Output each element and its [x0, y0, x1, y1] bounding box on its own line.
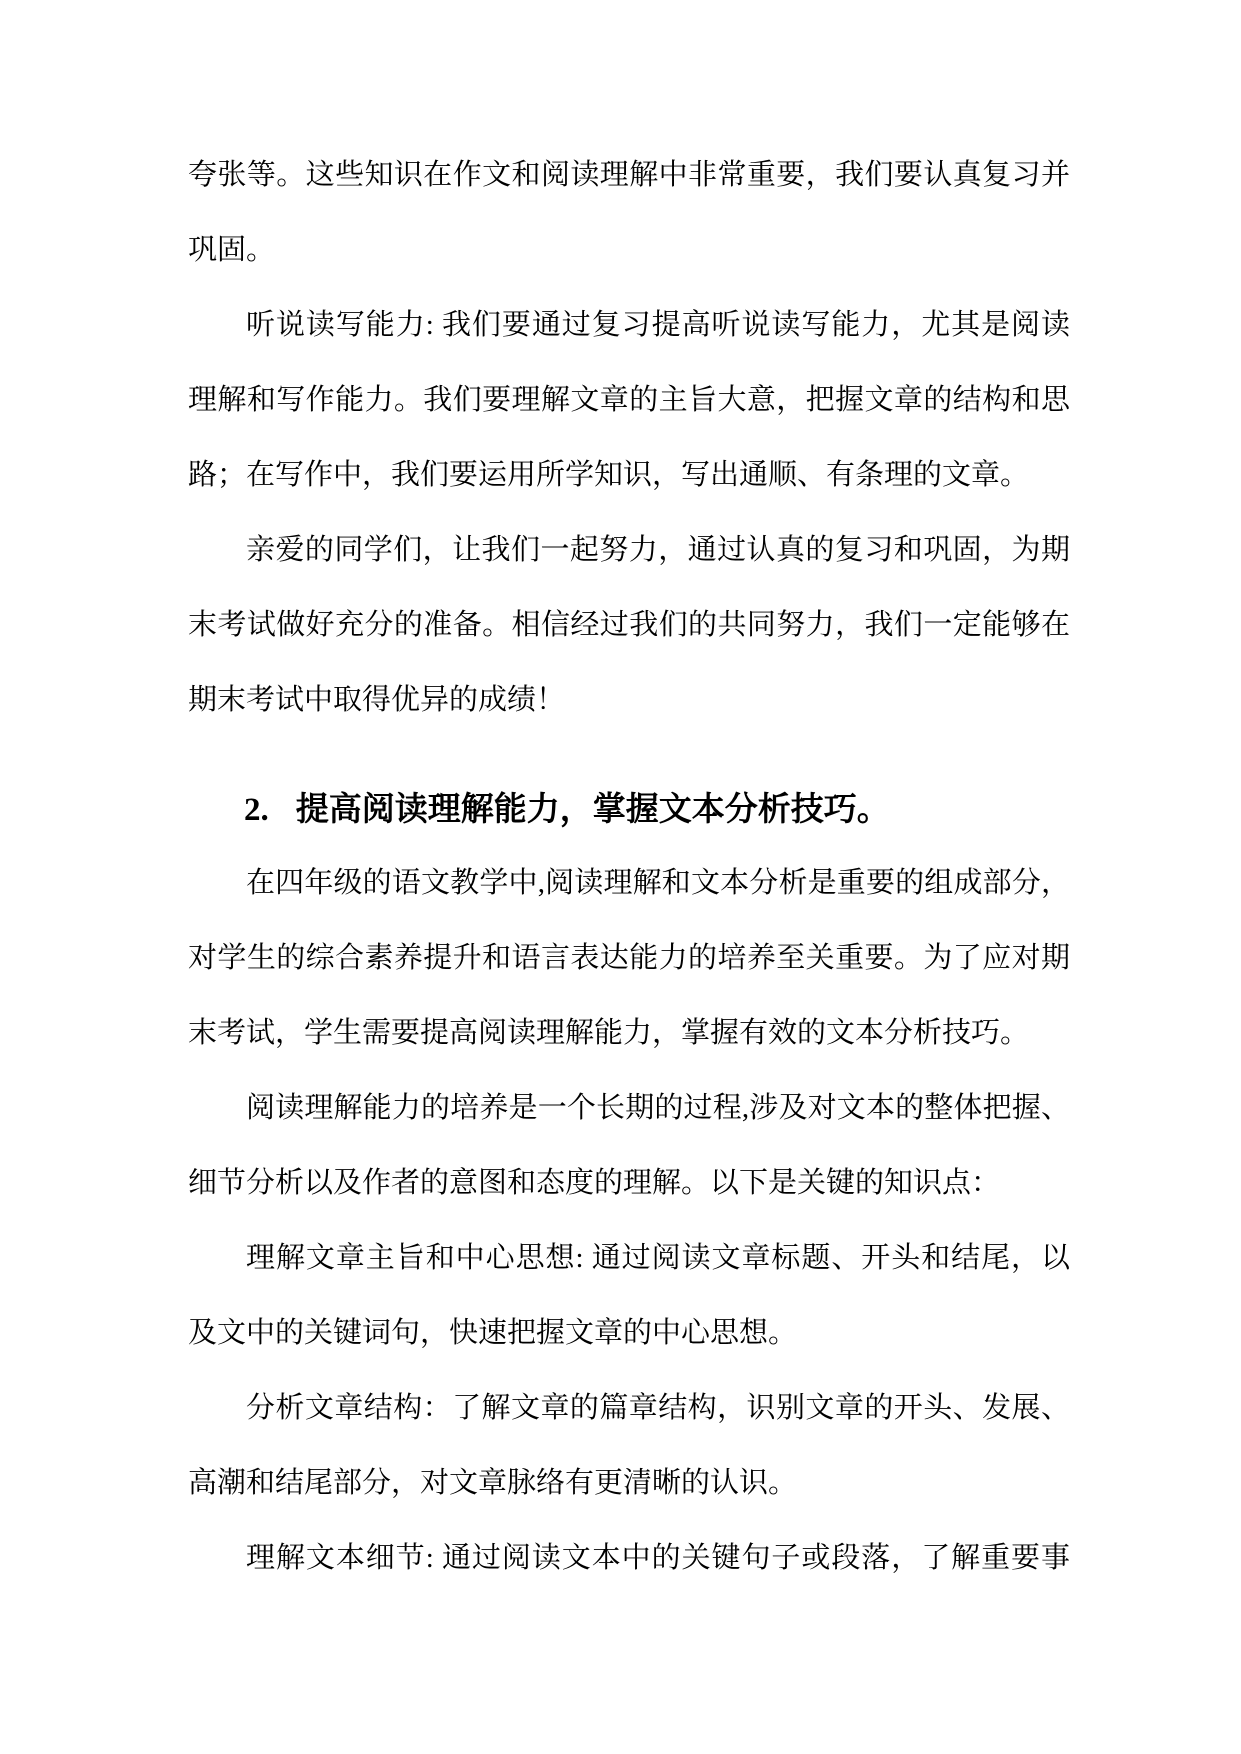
heading-number: 2.: [244, 792, 269, 828]
text-line: 在四年级的语文教学中,阅读理解和文本分析是重要的组成部分，: [246, 867, 1070, 899]
text-line: 听说读写能力: 我们要通过复习提高听说读写能力，尤其是阅读: [246, 309, 1070, 341]
text-line: 亲爱的同学们，让我们一起努力，通过认真的复习和巩固，为期: [246, 534, 1070, 566]
text-line: 高潮和结尾部分，对文章脉络有更清晰的认识。: [188, 1467, 798, 1499]
text-line: 夸张等。这些知识在作文和阅读理解中非常重要，我们要认真复习并: [188, 159, 1070, 191]
text-line: 理解文章主旨和中心思想: 通过阅读文章标题、开头和结尾，以: [246, 1242, 1070, 1274]
heading-text: 提高阅读理解能力，掌握文本分析技巧。: [295, 790, 890, 827]
text-column: [188, 138, 1070, 1596]
text-line: 末考试做好充分的准备。相信经过我们的共同努力，我们一定能够在: [188, 609, 1070, 641]
text-line: 期末考试中取得优异的成绩！: [188, 684, 566, 716]
text-line: 及文中的关键词句，快速把握文章的中心思想。: [188, 1317, 798, 1349]
text-line: 路；在写作中，我们要运用所学知识，写出通顺、有条理的文章。: [188, 459, 1030, 491]
section-heading: [188, 771, 1070, 846]
text-line: 理解文本细节: 通过阅读文本中的关键句子或段落，了解重要事: [246, 1542, 1070, 1574]
text-line: 细节分析以及作者的意图和态度的理解。以下是关键的知识点：: [188, 1167, 1001, 1199]
text-line: 理解和写作能力。我们要理解文章的主旨大意，把握文章的结构和思: [188, 384, 1070, 416]
text-line: 分析文章结构：了解文章的篇章结构，识别文章的开头、发展、: [246, 1392, 1070, 1424]
text-line: 末考试，学生需要提高阅读理解能力，掌握有效的文本分析技巧。: [188, 1017, 1030, 1049]
text-line: 巩固。: [188, 234, 276, 266]
text-line: 对学生的综合素养提升和语言表达能力的培养至关重要。为了应对期: [188, 942, 1070, 974]
text-line: 阅读理解能力的培养是一个长期的过程,涉及对文本的整体把握、: [246, 1092, 1070, 1124]
